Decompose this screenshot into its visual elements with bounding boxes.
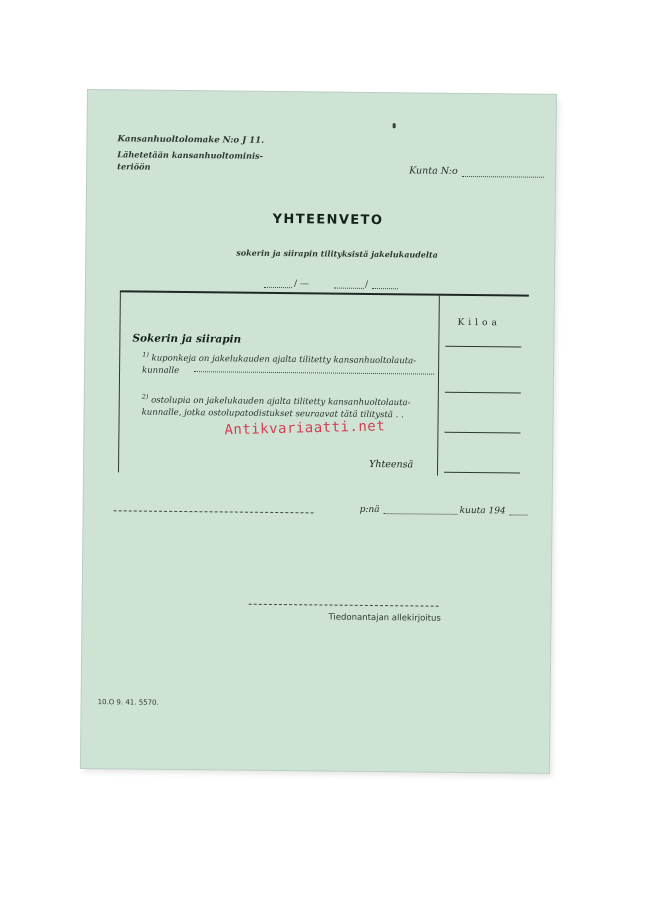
kuuta-label: kuuta 194 — [459, 505, 506, 517]
period-separator: / — — [293, 279, 309, 290]
section-title: Sokerin ja siirapin — [132, 332, 242, 346]
period-end-month — [372, 288, 398, 289]
item-2-line-1: ostolupia on jakelukauden ajalta tilitetty kansanhuoltolauta- — [151, 395, 411, 409]
signature-line — [249, 604, 439, 607]
period-end-day — [334, 288, 364, 289]
document-subtitle: sokerin ja siirapin tilityksistä jakelukaudelta — [236, 247, 438, 260]
printer-mark: 10.O 9. 41. 5570. — [97, 698, 159, 707]
summary-table — [118, 290, 529, 476]
kunta-fill-line — [462, 176, 544, 178]
form-sheet — [81, 90, 556, 773]
period-end-slash: / — [364, 279, 369, 290]
day-fill-line — [384, 513, 458, 515]
kunta-label: Kunta N:o — [409, 165, 458, 177]
sender-note: Lähetetään kansanhuoltominis-teriöön — [117, 149, 264, 172]
pna-label: p:nä — [359, 504, 380, 516]
item-1-line-2: kunnalle — [142, 365, 180, 376]
kilo-row-divider — [444, 432, 520, 434]
item-1 — [142, 349, 416, 380]
kilo-row-divider — [445, 392, 521, 394]
period-fields — [264, 279, 394, 292]
signature-label: Tiedonantajan allekirjoitus — [328, 612, 441, 624]
total-label: Yhteensä — [369, 458, 414, 471]
kilo-row-divider — [444, 472, 520, 474]
place-fill-line — [114, 510, 314, 513]
document-title: YHTEENVETO — [272, 211, 384, 229]
item-2 — [142, 391, 411, 422]
period-start-day — [264, 287, 292, 288]
staple-mark — [393, 123, 396, 128]
year-fill-line — [510, 514, 528, 515]
item-1-number: 1) — [142, 350, 149, 359]
kilo-row-divider — [445, 346, 521, 348]
item-2-number: 2) — [141, 392, 149, 401]
item-2-line-2: kunnalle, jotka ostolupatodistukset seuraavat tätä tilitystä . . — [141, 407, 404, 421]
kilo-column-header: Kiloa — [457, 317, 501, 329]
item-1-line-1: kuponkeja on jakelukauden ajalta tilitetty kansanhuoltolauta- — [151, 353, 417, 367]
date-row — [114, 502, 534, 520]
kilo-column — [437, 296, 530, 477]
form-number: Kansanhuoltolomake N:o J 11. — [117, 134, 265, 146]
watermark: Antikvariaatti.net — [224, 418, 386, 439]
